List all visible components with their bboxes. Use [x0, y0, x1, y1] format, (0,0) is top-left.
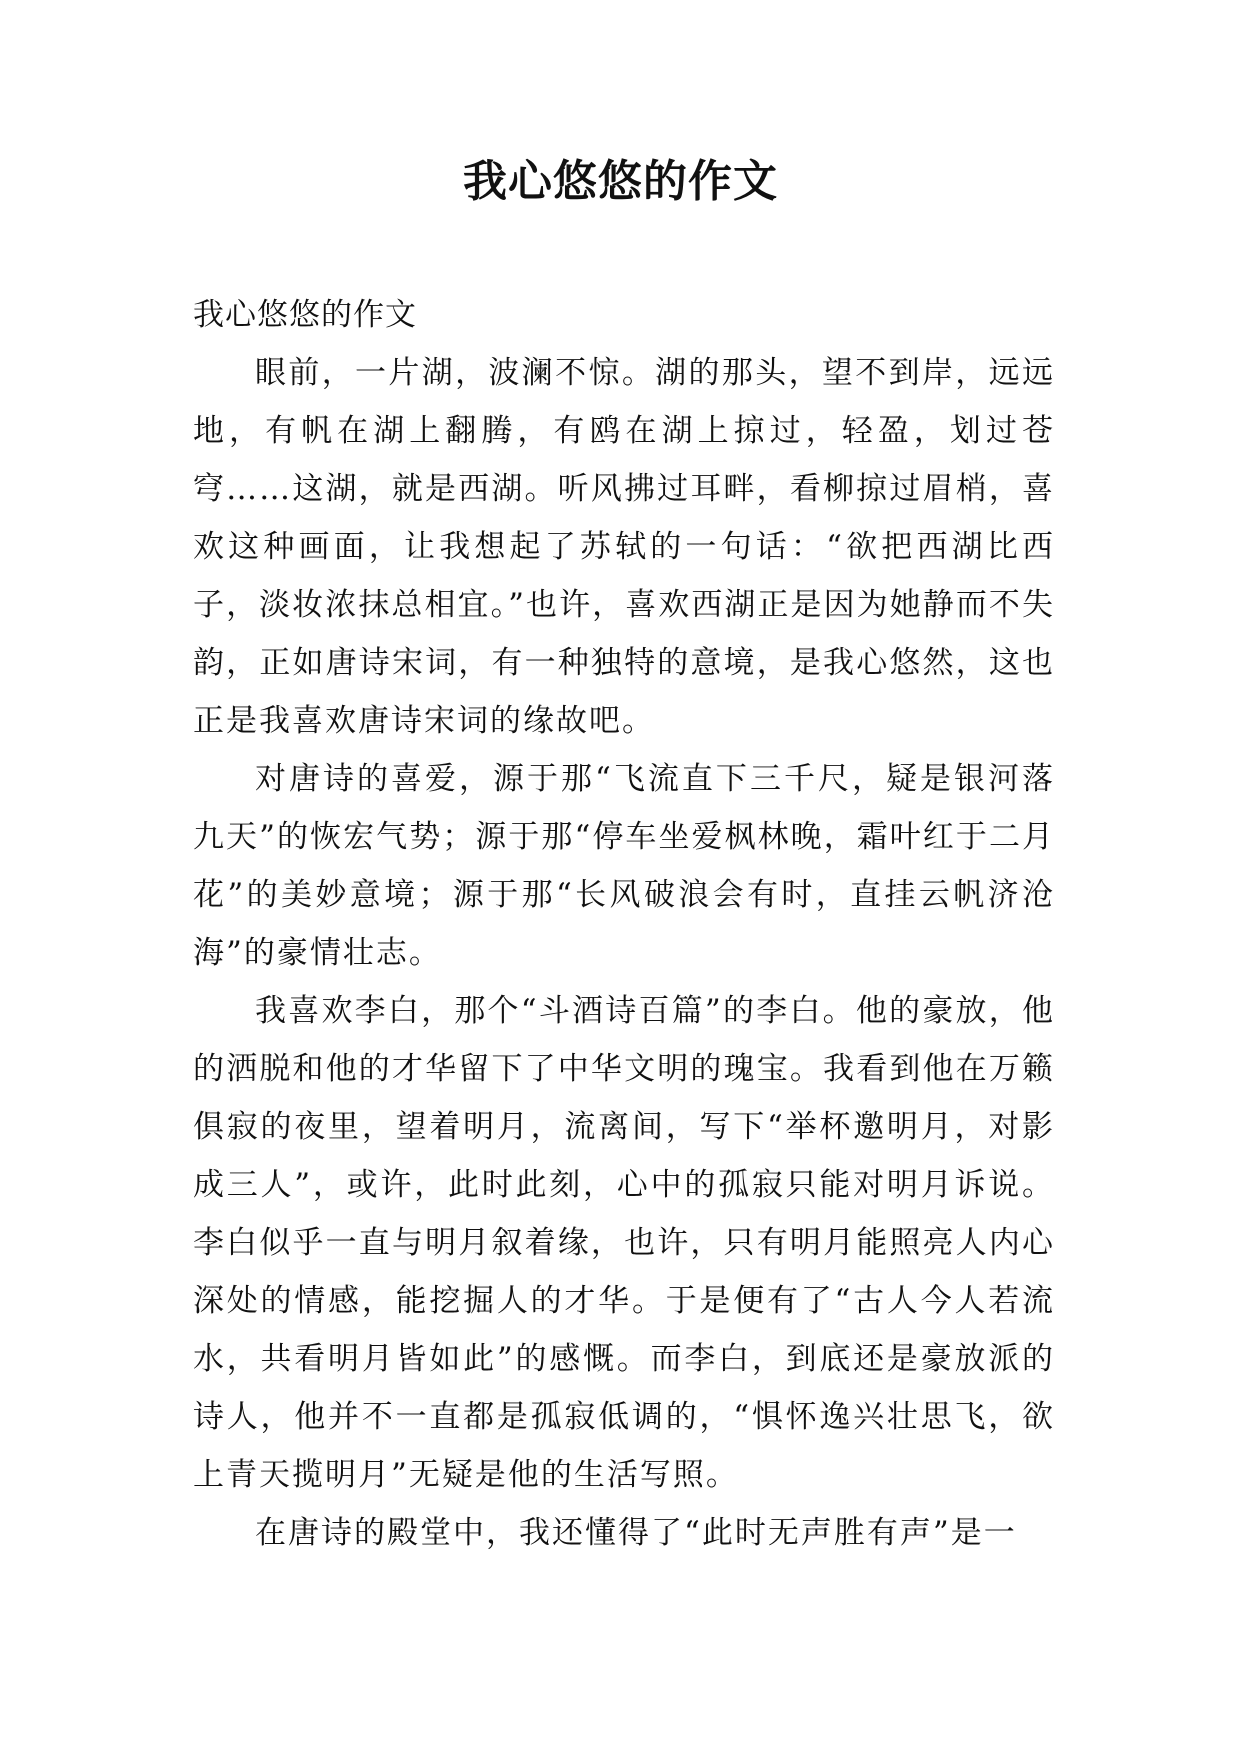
document-subtitle: 我心悠悠的作文	[193, 297, 417, 333]
paragraph-tang-poetry-love: 对唐诗的喜爱，源于那“飞流直下三千尺，疑是银河落九天”的恢宏气势；源于那“停车坐爱枫林晚，霜叶红于二月花”的美妙意境；源于那“长风破浪会有时，直挂云帆济沧海”的豪情壮志。	[193, 761, 1055, 971]
document-body	[193, 286, 1055, 1562]
paragraph-tang-palace: 在唐诗的殿堂中，我还懂得了“此时无声胜有声”是一	[255, 1515, 1017, 1551]
paragraph-west-lake: 眼前，一片湖，波澜不惊。湖的那头，望不到岸，远远地，有帆在湖上翻腾，有鸥在湖上掠过，轻盈，划过苍穹……这湖，就是西湖。听风拂过耳畔，看柳掠过眉梢，喜欢这种画面，让我想起了苏轼的一句话：“欲把西湖比西子，淡妆浓抹总相宜。”也许，喜欢西湖正是因为她静而不失韵，正如唐诗宋词，有一种独特的意境，是我心悠然，这也正是我喜欢唐诗宋词的缘故吧。	[193, 355, 1055, 739]
paragraph-li-bai: 我喜欢李白，那个“斗酒诗百篇”的李白。他的豪放，他的洒脱和他的才华留下了中华文明的瑰宝。我看到他在万籁俱寂的夜里，望着明月，流离间，写下“举杯邀明月，对影成三人”，或许，此时此刻，心中的孤寂只能对明月诉说。李白似乎一直与明月叙着缘，也许，只有明月能照亮人内心深处的情感，能挖掘人的才华。于是便有了“古人今人若流水，共看明月皆如此”的感慨。而李白，到底还是豪放派的诗人，他并不一直都是孤寂低调的，“惧怀逸兴壮思飞，欲上青天揽明月”无疑是他的生活写照。	[193, 993, 1055, 1493]
document-title: 我心悠悠的作文	[463, 156, 778, 207]
